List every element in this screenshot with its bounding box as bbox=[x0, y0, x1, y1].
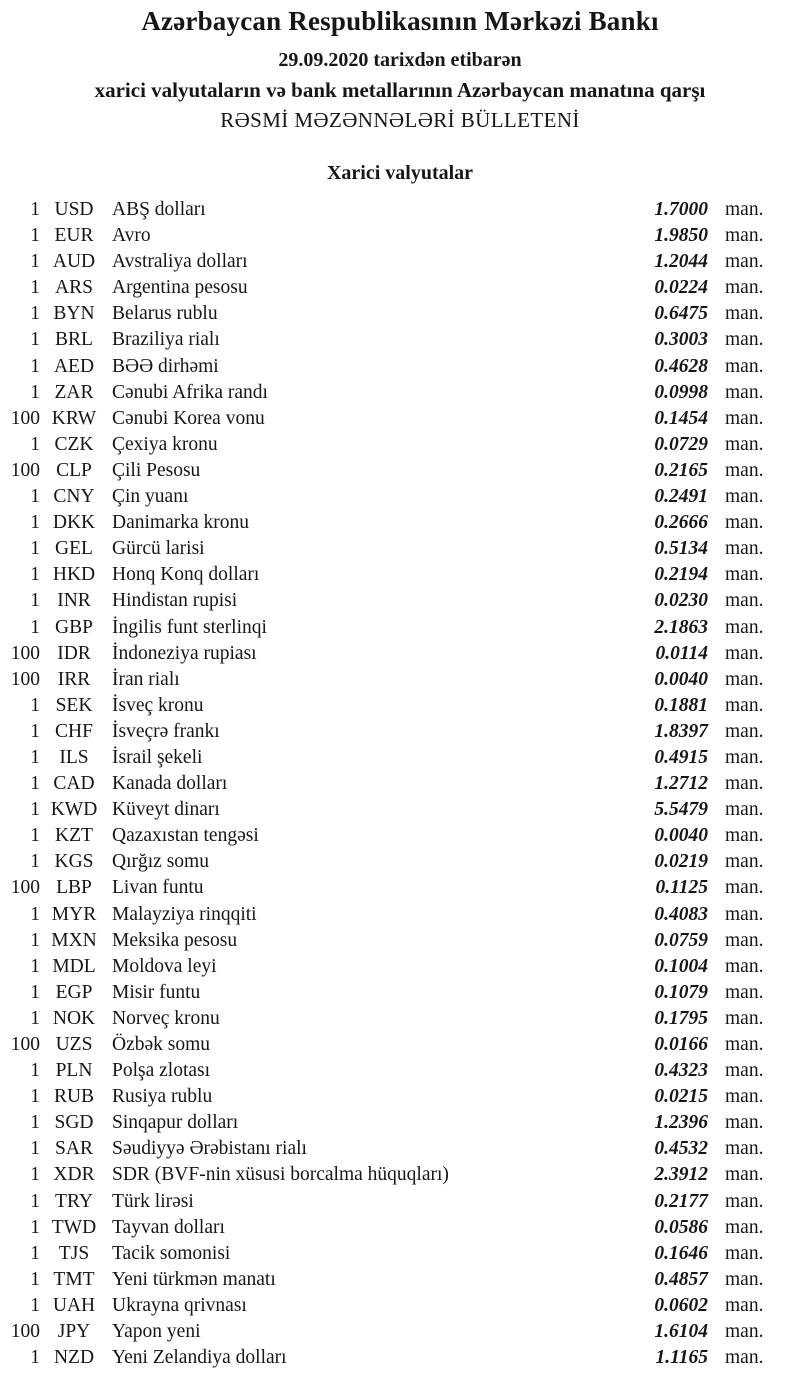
currency-name: Cənubi Afrika randı bbox=[112, 381, 268, 403]
unit-label: man. bbox=[725, 877, 764, 899]
currency-name: Avro bbox=[112, 225, 151, 247]
currency-name: İsveç kronu bbox=[112, 694, 204, 716]
quantity-cell: 1 bbox=[30, 799, 40, 821]
currency-name: Türk lirəsi bbox=[112, 1190, 194, 1212]
quantity-cell: 1 bbox=[30, 616, 40, 638]
currency-code: MYR bbox=[51, 903, 97, 925]
currency-code: XDR bbox=[53, 1164, 95, 1186]
rate-value: 0.2491 bbox=[654, 486, 708, 508]
table-row bbox=[0, 432, 800, 458]
unit-label: man. bbox=[725, 459, 764, 481]
currency-name: Meksika pesosu bbox=[112, 929, 238, 951]
quantity-cell: 1 bbox=[30, 564, 40, 586]
unit-label: man. bbox=[725, 355, 764, 377]
currency-name: Avstraliya dolları bbox=[112, 251, 248, 273]
currency-code: IDR bbox=[57, 642, 91, 664]
currency-name: Yeni türkmən manatı bbox=[112, 1268, 276, 1290]
currency-name: Belarus rublu bbox=[112, 303, 218, 325]
table-row bbox=[0, 693, 800, 719]
currency-name: Malayziya rinqqiti bbox=[112, 903, 257, 925]
currency-name: ABŞ dolları bbox=[112, 199, 206, 220]
unit-label: man. bbox=[725, 433, 764, 455]
currency-name: Honq Konq dolları bbox=[112, 564, 260, 586]
quantity-cell: 1 bbox=[30, 746, 40, 768]
unit-label: man. bbox=[725, 329, 764, 351]
rate-value: 1.2712 bbox=[654, 773, 708, 795]
currency-code: GBP bbox=[55, 616, 93, 638]
currency-code: MXN bbox=[51, 929, 97, 951]
currency-name: SDR (BVF-nin xüsusi borcalma hüquqları) bbox=[112, 1164, 449, 1186]
table-row bbox=[0, 771, 800, 797]
currency-name: Hindistan rupisi bbox=[112, 590, 238, 612]
currency-name: İngilis funt sterlinqi bbox=[112, 616, 267, 638]
rates-table bbox=[0, 197, 800, 1371]
unit-label: man. bbox=[725, 694, 764, 716]
table-row bbox=[0, 1136, 800, 1162]
quantity-cell: 1 bbox=[30, 955, 40, 977]
quantity-cell: 1 bbox=[30, 251, 40, 273]
table-row bbox=[0, 327, 800, 353]
currency-code: LBP bbox=[56, 877, 92, 899]
quantity-cell: 1 bbox=[30, 225, 40, 247]
unit-label: man. bbox=[725, 773, 764, 795]
currency-name: Səudiyyə Ərəbistanı rialı bbox=[112, 1138, 307, 1160]
quantity-cell: 1 bbox=[30, 720, 40, 742]
currency-code: ILS bbox=[59, 746, 89, 768]
table-row bbox=[0, 301, 800, 327]
table-row bbox=[0, 1293, 800, 1319]
rate-value: 0.0230 bbox=[654, 590, 708, 612]
currency-name: Tayvan dolları bbox=[112, 1216, 225, 1238]
quantity-cell: 1 bbox=[30, 1294, 40, 1316]
table-row bbox=[0, 562, 800, 588]
unit-label: man. bbox=[725, 564, 764, 586]
quantity-cell: 1 bbox=[30, 903, 40, 925]
rate-value: 0.1454 bbox=[654, 407, 708, 429]
bulletin-header bbox=[0, 6, 800, 133]
quantity-cell: 100 bbox=[10, 642, 40, 664]
unit-label: man. bbox=[725, 277, 764, 299]
quantity-cell: 1 bbox=[30, 1138, 40, 1160]
table-row bbox=[0, 1084, 800, 1110]
unit-label: man. bbox=[725, 486, 764, 508]
unit-label: man. bbox=[725, 1190, 764, 1212]
quantity-cell: 1 bbox=[30, 851, 40, 873]
quantity-cell: 1 bbox=[30, 277, 40, 299]
table-row bbox=[0, 823, 800, 849]
currency-name: Çin yuanı bbox=[112, 486, 189, 508]
rate-value: 0.2194 bbox=[654, 564, 708, 586]
unit-label: man. bbox=[725, 1164, 764, 1186]
quantity-cell: 100 bbox=[10, 459, 40, 481]
rate-value: 0.0998 bbox=[654, 381, 708, 403]
unit-label: man. bbox=[725, 616, 764, 638]
table-row bbox=[0, 1162, 800, 1188]
table-row bbox=[0, 875, 800, 901]
currency-name: İsrail şekeli bbox=[112, 746, 203, 768]
table-row bbox=[0, 797, 800, 823]
unit-label: man. bbox=[725, 903, 764, 925]
rate-value: 0.1004 bbox=[654, 955, 708, 977]
currency-name: Qazaxıstan tengəsi bbox=[112, 825, 259, 847]
currency-code: CHF bbox=[55, 720, 93, 742]
quantity-cell: 1 bbox=[30, 1347, 40, 1369]
quantity-cell: 1 bbox=[30, 929, 40, 951]
unit-label: man. bbox=[725, 955, 764, 977]
rate-value: 1.2044 bbox=[654, 251, 708, 273]
rate-value: 0.0215 bbox=[654, 1086, 708, 1108]
table-row bbox=[0, 745, 800, 771]
currency-code: IRR bbox=[57, 668, 91, 690]
currency-name: Sinqapur dolları bbox=[112, 1112, 239, 1134]
unit-label: man. bbox=[725, 1321, 764, 1343]
currency-code: CAD bbox=[53, 773, 95, 795]
currency-name: Livan funtu bbox=[112, 877, 204, 899]
unit-label: man. bbox=[725, 1294, 764, 1316]
quantity-cell: 100 bbox=[10, 668, 40, 690]
unit-label: man. bbox=[725, 512, 764, 534]
unit-label: man. bbox=[725, 1138, 764, 1160]
rate-value: 0.0224 bbox=[654, 277, 708, 299]
table-row bbox=[0, 197, 800, 223]
quantity-cell: 1 bbox=[30, 1007, 40, 1029]
unit-label: man. bbox=[725, 381, 764, 403]
currency-code: BRL bbox=[55, 329, 93, 351]
currency-code: AED bbox=[53, 355, 95, 377]
table-row bbox=[0, 1267, 800, 1293]
table-row bbox=[0, 1058, 800, 1084]
quantity-cell: 1 bbox=[30, 1086, 40, 1108]
currency-name: Özbək somu bbox=[112, 1034, 211, 1055]
currency-code: TJS bbox=[58, 1242, 90, 1264]
quantity-cell: 1 bbox=[30, 1164, 40, 1186]
rate-value: 0.0166 bbox=[654, 1034, 708, 1055]
rate-value: 0.0729 bbox=[654, 433, 708, 455]
currency-code: TWD bbox=[51, 1216, 97, 1238]
rate-value: 0.1795 bbox=[654, 1007, 708, 1029]
rate-value: 0.4083 bbox=[654, 903, 708, 925]
unit-label: man. bbox=[725, 1216, 764, 1238]
unit-label: man. bbox=[725, 825, 764, 847]
currency-name: Cənubi Korea vonu bbox=[112, 407, 265, 429]
unit-label: man. bbox=[725, 1268, 764, 1290]
table-row bbox=[0, 641, 800, 667]
table-row bbox=[0, 1215, 800, 1241]
rate-value: 0.4628 bbox=[654, 355, 708, 377]
currency-code: SAR bbox=[55, 1138, 93, 1160]
currency-code: SGD bbox=[54, 1112, 94, 1134]
unit-label: man. bbox=[725, 642, 764, 664]
currency-code: BYN bbox=[53, 303, 95, 325]
quantity-cell: 100 bbox=[10, 407, 40, 429]
currency-name: BƏƏ dirhəmi bbox=[112, 355, 219, 377]
quantity-cell: 1 bbox=[30, 329, 40, 351]
unit-label: man. bbox=[725, 303, 764, 325]
currency-name: Argentina pesosu bbox=[112, 277, 248, 299]
currency-code: EGP bbox=[55, 981, 93, 1003]
currency-code: GEL bbox=[55, 538, 93, 560]
currency-name: Qırğız somu bbox=[112, 851, 209, 873]
table-row bbox=[0, 1032, 800, 1058]
rate-value: 1.7000 bbox=[654, 199, 708, 220]
quantity-cell: 1 bbox=[30, 825, 40, 847]
currency-code: KZT bbox=[55, 825, 93, 847]
table-row bbox=[0, 928, 800, 954]
table-row bbox=[0, 536, 800, 562]
table-row bbox=[0, 954, 800, 980]
table-row bbox=[0, 249, 800, 275]
table-row bbox=[0, 1189, 800, 1215]
quantity-cell: 1 bbox=[30, 538, 40, 560]
unit-label: man. bbox=[725, 929, 764, 951]
currency-name: Tacik somonisi bbox=[112, 1242, 231, 1264]
currency-name: Küveyt dinarı bbox=[112, 799, 220, 821]
unit-label: man. bbox=[725, 1007, 764, 1029]
rate-value: 1.1165 bbox=[655, 1347, 708, 1369]
unit-label: man. bbox=[725, 1086, 764, 1108]
rate-value: 0.1079 bbox=[654, 981, 708, 1003]
table-row bbox=[0, 380, 800, 406]
currency-code: PLN bbox=[55, 1060, 93, 1082]
currency-code: TRY bbox=[55, 1190, 93, 1212]
currency-code: KRW bbox=[51, 407, 97, 429]
currency-code: UZS bbox=[55, 1034, 93, 1055]
quantity-cell: 1 bbox=[30, 981, 40, 1003]
rate-value: 0.0114 bbox=[655, 642, 708, 664]
currency-name: Danimarka kronu bbox=[112, 512, 249, 534]
quantity-cell: 1 bbox=[30, 1242, 40, 1264]
rate-value: 0.0040 bbox=[654, 825, 708, 847]
quantity-cell: 1 bbox=[30, 590, 40, 612]
currency-code: DKK bbox=[52, 512, 96, 534]
rate-value: 0.0040 bbox=[654, 668, 708, 690]
quantity-cell: 1 bbox=[30, 1060, 40, 1082]
rate-value: 1.8397 bbox=[654, 720, 708, 742]
table-row bbox=[0, 588, 800, 614]
currency-name: Yapon yeni bbox=[112, 1321, 201, 1343]
quantity-cell: 1 bbox=[30, 486, 40, 508]
quantity-cell: 1 bbox=[30, 694, 40, 716]
unit-label: man. bbox=[725, 199, 764, 220]
table-row bbox=[0, 615, 800, 641]
bulletin-title: RƏSMİ MƏZƏNNƏLƏRİ BÜLLETENİ bbox=[220, 108, 580, 132]
currency-name: İsveçrə frankı bbox=[112, 720, 220, 742]
unit-label: man. bbox=[725, 981, 764, 1003]
currency-code: AUD bbox=[52, 251, 96, 273]
unit-label: man. bbox=[725, 1112, 764, 1134]
currency-name: Rusiya rublu bbox=[112, 1086, 213, 1108]
currency-code: CNY bbox=[53, 486, 95, 508]
unit-label: man. bbox=[725, 1347, 764, 1369]
rate-value: 1.6104 bbox=[654, 1321, 708, 1343]
rate-value: 2.3912 bbox=[654, 1164, 708, 1186]
quantity-cell: 100 bbox=[10, 1321, 40, 1343]
currency-name: Braziliya rialı bbox=[112, 329, 220, 351]
currency-code: MDL bbox=[52, 955, 96, 977]
rate-value: 0.1125 bbox=[655, 877, 708, 899]
unit-label: man. bbox=[725, 720, 764, 742]
currency-name: Norveç kronu bbox=[112, 1007, 220, 1029]
currency-code: HKD bbox=[52, 564, 96, 586]
currency-name: İran rialı bbox=[112, 668, 180, 690]
unit-label: man. bbox=[725, 1034, 764, 1055]
table-row bbox=[0, 406, 800, 432]
table-row bbox=[0, 275, 800, 301]
rate-value: 0.1646 bbox=[654, 1242, 708, 1264]
table-row bbox=[0, 1006, 800, 1032]
currency-code: TMT bbox=[53, 1268, 95, 1290]
rate-value: 0.4323 bbox=[654, 1060, 708, 1082]
table-row bbox=[0, 484, 800, 510]
table-row bbox=[0, 1345, 800, 1371]
unit-label: man. bbox=[725, 799, 764, 821]
currency-name: Yeni Zelandiya dolları bbox=[112, 1347, 287, 1369]
rate-value: 1.9850 bbox=[654, 225, 708, 247]
quantity-cell: 1 bbox=[30, 1112, 40, 1134]
unit-label: man. bbox=[725, 746, 764, 768]
rate-value: 0.0586 bbox=[654, 1216, 708, 1238]
rate-value: 0.4532 bbox=[654, 1138, 708, 1160]
currency-name: Moldova leyi bbox=[112, 955, 217, 977]
unit-label: man. bbox=[725, 225, 764, 247]
currency-name: Çexiya kronu bbox=[112, 433, 218, 455]
table-row bbox=[0, 1241, 800, 1267]
effective-date-line: 29.09.2020 tarixdən etibarən bbox=[278, 49, 522, 71]
quantity-cell: 100 bbox=[10, 1034, 40, 1055]
quantity-cell: 1 bbox=[30, 355, 40, 377]
currency-code: INR bbox=[57, 590, 91, 612]
currency-code: NOK bbox=[52, 1007, 96, 1029]
quantity-cell: 1 bbox=[30, 199, 40, 220]
quantity-cell: 1 bbox=[30, 381, 40, 403]
currency-name: Ukrayna qrivnası bbox=[112, 1294, 247, 1316]
table-row bbox=[0, 667, 800, 693]
unit-label: man. bbox=[725, 590, 764, 612]
rate-value: 0.2666 bbox=[654, 512, 708, 534]
quantity-cell: 1 bbox=[30, 773, 40, 795]
unit-label: man. bbox=[725, 1060, 764, 1082]
currency-code: UAH bbox=[52, 1294, 96, 1316]
currency-name: Çili Pesosu bbox=[112, 459, 201, 481]
currency-code: RUB bbox=[53, 1086, 95, 1108]
rate-value: 5.5479 bbox=[654, 799, 708, 821]
currency-code: ZAR bbox=[54, 381, 94, 403]
rate-value: 0.3003 bbox=[654, 329, 708, 351]
quantity-cell: 1 bbox=[30, 1190, 40, 1212]
rate-value: 0.5134 bbox=[654, 538, 708, 560]
table-row bbox=[0, 719, 800, 745]
table-row bbox=[0, 458, 800, 484]
subtitle-line: xarici valyutaların və bank metallarının Azərbaycan manatına qarşı bbox=[94, 78, 706, 102]
quantity-cell: 1 bbox=[30, 303, 40, 325]
currency-code: CLP bbox=[56, 459, 92, 481]
rate-value: 0.6475 bbox=[654, 303, 708, 325]
unit-label: man. bbox=[725, 851, 764, 873]
quantity-cell: 100 bbox=[10, 877, 40, 899]
rate-value: 2.1863 bbox=[654, 616, 708, 638]
unit-label: man. bbox=[725, 251, 764, 273]
currency-code: USD bbox=[54, 199, 94, 220]
rate-value: 0.0759 bbox=[654, 929, 708, 951]
currency-code: SEK bbox=[55, 694, 93, 716]
rate-value: 0.2165 bbox=[654, 459, 708, 481]
currency-code: EUR bbox=[54, 225, 94, 247]
unit-label: man. bbox=[725, 407, 764, 429]
rate-value: 0.4857 bbox=[654, 1268, 708, 1290]
rate-value: 0.2177 bbox=[654, 1190, 708, 1212]
quantity-cell: 1 bbox=[30, 1216, 40, 1238]
table-row bbox=[0, 223, 800, 249]
currency-name: Kanada dolları bbox=[112, 773, 228, 795]
quantity-cell: 1 bbox=[30, 1268, 40, 1290]
quantity-cell: 1 bbox=[30, 512, 40, 534]
quantity-cell: 1 bbox=[30, 433, 40, 455]
unit-label: man. bbox=[725, 1242, 764, 1264]
table-row bbox=[0, 849, 800, 875]
table-row bbox=[0, 1110, 800, 1136]
rate-value: 1.2396 bbox=[654, 1112, 708, 1134]
table-row bbox=[0, 354, 800, 380]
currency-code: NZD bbox=[53, 1347, 95, 1369]
currency-code: JPY bbox=[57, 1321, 91, 1343]
currency-code: CZK bbox=[54, 433, 94, 455]
table-row bbox=[0, 510, 800, 536]
rate-value: 0.0219 bbox=[654, 851, 708, 873]
currency-code: KWD bbox=[50, 799, 98, 821]
table-row bbox=[0, 902, 800, 928]
currency-name: Gürcü larisi bbox=[112, 538, 205, 560]
currency-name: Polşa zlotası bbox=[112, 1060, 211, 1082]
currency-code: ARS bbox=[55, 277, 93, 299]
currency-code: KGS bbox=[54, 851, 94, 873]
unit-label: man. bbox=[725, 668, 764, 690]
rate-value: 0.0602 bbox=[654, 1294, 708, 1316]
rate-value: 0.4915 bbox=[654, 746, 708, 768]
table-row bbox=[0, 980, 800, 1006]
currency-name: Misir funtu bbox=[112, 981, 201, 1003]
unit-label: man. bbox=[725, 538, 764, 560]
currency-name: İndoneziya rupiası bbox=[112, 642, 257, 664]
page-title: Azərbaycan Respublikasının Mərkəzi Bankı bbox=[141, 6, 659, 36]
rate-value: 0.1881 bbox=[654, 694, 708, 716]
table-row bbox=[0, 1319, 800, 1345]
section-title-foreign-currencies: Xarici valyutalar bbox=[326, 162, 474, 184]
